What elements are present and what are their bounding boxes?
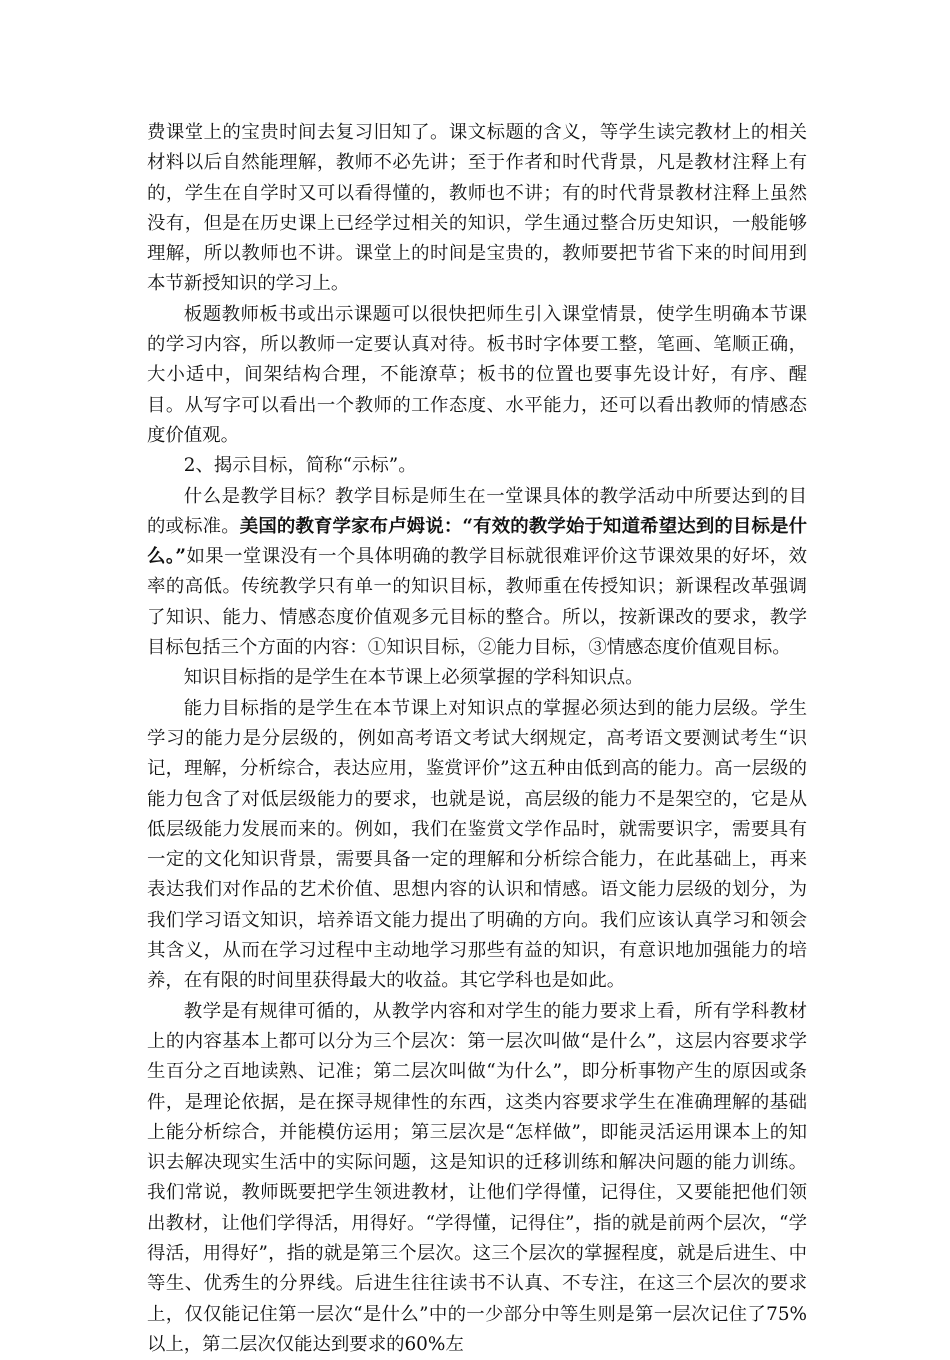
objectives-text-before: 什么是教学目标？教学目标是师生在一堂课具体的教学活动中所要达到的目的或标准。 [147, 485, 807, 537]
paragraph-knowledge-objective: 知识目标指的是学生在本节课上必须掌握的学科知识点。 [183, 667, 644, 689]
paragraph-teaching-levels: 教学是有规律可循的，从教学内容和对学生的能力要求上看，所有学科教材上的内容基本上都可以分为三个层次：第一层次叫做“是什么”，这层内容要求学生百分之百地读熟、记准；第二层次叫做“为什么”，即分析事物产生的原因或条件，是理论依据，是在探寻规律性的东西，这类内容要求学生在准确理解的基础上能分析综合，并能模仿运用；第三层次是“怎样做”，即能灵活运用课本上的知识去解决现实生活中的实际问题，这是知识的迁移训练和解决问题的能力训练。我们常说，教师既要把学生领进教材，让他们学得懂，记得住，又要能把他们领出教材，让他们学得活，用得好。“学得懂，记得住”，指的就是前两个层次，“学得活，用得好”，指的就是第三个层次。这三个层次的掌握程度，就是后进生、中等生、优秀生的分界线。后进生往往读书不认真、不专注，在这三个层次的要求上，仅仅能记住第一层次“是什么”中的一少部分中等生则是第一层次记住了75%以上，第二层次仅能达到要求的60%左 [147, 1000, 807, 1355]
paragraph-teaching-objectives [147, 482, 807, 664]
paragraph-ability-objective: 能力目标指的是学生在本节课上对知识点的掌握必须达到的能力层级。学生学习的能力是分层级的，例如高考语文考试大纲规定，高考语文要测试考生“识记，理解，分析综合，表达应用，鉴赏评价”这五种由低到高的能力。高一层级的能力包含了对低层级能力的要求，也就是说，高层级的能力不是架空的，它是从低层级能力发展而来的。例如，我们在鉴赏文学作品时，就需要识字，需要具有一定的文化知识背景，需要具备一定的理解和分析综合能力，在此基础上，再来表达我们对作品的艺术价值、思想内容的认识和情感。语文能力层级的划分，为我们学习语文知识，培养语文能力提出了明确的方向。我们应该认真学习和领会其含义，从而在学习过程中主动地学习那些有益的知识，有意识地加强能力的培养，在有限的时间里获得最大的收益。其它学科也是如此。 [147, 697, 807, 992]
document-page [147, 118, 807, 1360]
paragraph-board-title: 板题教师板书或出示课题可以很快把师生引入课堂情景，使学生明确本节课的学习内容，所以教师一定要认真对待。板书时字体要工整，笔画、笔顺正确，大小适中，间架结构合理，不能潦草；板书的位置也要事先设计好，有序、醒目。从写字可以看出一个教师的工作态度、水平能力，还可以看出教师的情感态度价值观。 [147, 303, 807, 446]
paragraph-intro: 费课堂上的宝贵时间去复习旧知了。课文标题的含义，等学生读完教材上的相关材料以后自然能理解，教师不必先讲；至于作者和时代背景，凡是教材注释上有的，学生在自学时又可以看得懂的，教师也不讲；有的时代背景教材注释上虽然没有，但是在历史课上已经学过相关的知识，学生通过整合历史知识，一般能够理解，所以教师也不讲。课堂上的时间是宝贵的，教师要把节省下来的时间用到本节新授知识的学习上。 [147, 122, 807, 295]
section-heading-objectives: 2、揭示目标，简称“示标”。 [183, 455, 417, 477]
bloom-quote: 美国的教育学家布卢姆说：“有效的教学始于知道希望达到的目标是什么。” [147, 515, 807, 568]
objectives-text-after: 如果一堂课没有一个具体明确的教学目标就很难评价这节课效果的好坏，效率的高低。传统教学只有单一的知识目标，教师重在传授知识；新课程改革强调了知识、能力、情感态度价值观多元目标的整合。所以，按新课改的要求，教学目标包括三个方面的内容：①知识目标，②能力目标，③情感态度价值观目标。 [147, 546, 807, 659]
